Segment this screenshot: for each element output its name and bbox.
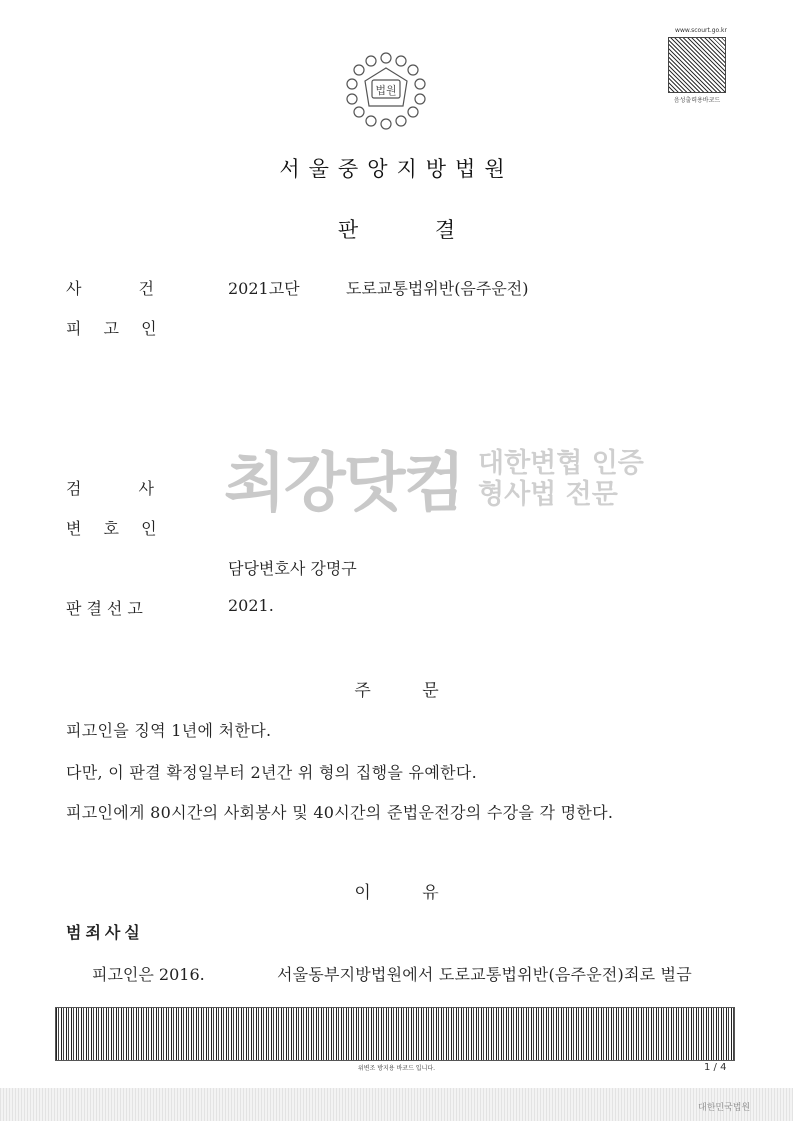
disposition-line-2: 다만, 이 판결 확정일부터 2년간 위 형의 집행을 유예한다. [66, 763, 477, 782]
court-name: 서울중앙지방법원 [279, 157, 514, 181]
case-label: 사 건 [66, 279, 154, 298]
verdict-date: 2021. [228, 596, 274, 615]
court-seal-icon [343, 48, 429, 134]
reasons-heading: 이 유 [354, 883, 439, 903]
case-number: 2021고단 [228, 279, 300, 298]
seal-text: 법원 [375, 84, 397, 97]
page-number: 1 / 4 [704, 1062, 727, 1073]
footer-corner-mark: 대한민국법원 [698, 1103, 751, 1113]
prosecutor-label: 검 사 [66, 479, 154, 498]
watermark-logo: 최강닷컴 [224, 447, 464, 521]
paragraph-rest: 서울동부지방법원에서 도로교통법위반(음주운전)죄로 벌금 [277, 965, 692, 984]
qr-url-text: www.scourt.go.kr [675, 27, 727, 34]
barcode-note: 위변조 방지용 바코드 입니다. [357, 1065, 436, 1072]
paragraph-start: 피고인은 2016. [92, 965, 205, 984]
footer-band [0, 1088, 793, 1121]
disposition-line-3: 피고인에게 80시간의 사회봉사 및 40시간의 준법운전강의 수강을 각 명한다. [66, 803, 614, 822]
verdict-date-label: 판결선고 [66, 599, 148, 618]
watermark-line-1: 대한변협 인증 [478, 448, 644, 479]
counsel-name: 담당변호사 강명구 [228, 559, 357, 578]
defendant-label: 피 고 인 [66, 319, 157, 338]
counsel-label: 변 호 인 [66, 519, 157, 538]
case-name: 도로교통법위반(음주운전) [346, 279, 529, 298]
qr-code [668, 37, 726, 93]
qr-caption: 음성출력용바코드 [673, 97, 721, 104]
crime-facts-heading: 범죄사실 [66, 923, 144, 942]
disposition-line-1: 피고인을 징역 1년에 처한다. [66, 721, 272, 740]
anti-forgery-barcode [55, 1007, 735, 1061]
disposition-heading: 주 문 [354, 681, 439, 701]
watermark-line-2: 형사법 전문 [478, 479, 618, 510]
document-title: 판 결 [337, 218, 456, 242]
